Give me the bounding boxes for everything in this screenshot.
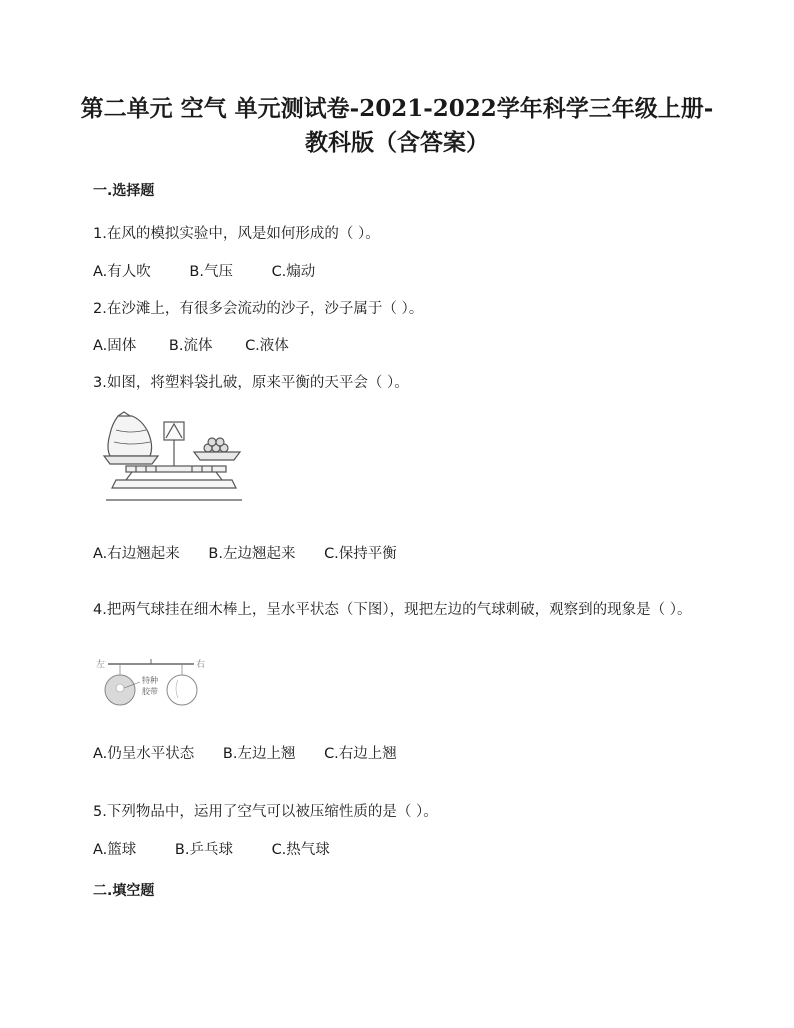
question-1-option-c: C.煽动 bbox=[271, 264, 316, 280]
question-4-option-b: B.左边上翘 bbox=[222, 746, 296, 762]
section-heading-fill: 二.填空题 bbox=[93, 883, 155, 899]
question-5-options bbox=[93, 838, 364, 859]
question-2-options bbox=[93, 334, 317, 355]
title-line-1: 第二单元 空气 单元测试卷-2021-2022学年科学三年级上册- bbox=[80, 95, 714, 122]
title-line-2: 教科版（含答案） bbox=[305, 129, 489, 156]
question-3-option-b: B.左边翘起来 bbox=[208, 546, 296, 562]
question-3-stem: 3.如图，将塑料袋扎破，原来平衡的天平会（ ）。 bbox=[93, 375, 409, 391]
question-2-stem: 2.在沙滩上，有很多会流动的沙子，沙子属于（ ）。 bbox=[93, 301, 424, 317]
question-4-stem: 4.把两气球挂在细木棒上，呈水平状态（下图），现把左边的气球刺破，观察到的现象是（ ）。 bbox=[93, 602, 692, 618]
balloon-stick-figure bbox=[96, 656, 216, 712]
question-5-option-b: B.乒乓球 bbox=[174, 842, 233, 858]
question-3-option-a: A.右边翘起来 bbox=[93, 546, 180, 562]
question-3-option-c: C.保持平衡 bbox=[324, 546, 397, 562]
label-right: 右 bbox=[196, 660, 206, 670]
question-4-options bbox=[93, 742, 431, 763]
question-2-option-b: B.流体 bbox=[168, 338, 213, 354]
label-left: 左 bbox=[96, 660, 106, 670]
question-5-option-c: C.热气球 bbox=[271, 842, 330, 858]
question-1-option-b: B.气压 bbox=[189, 264, 233, 280]
question-2-option-c: C.液体 bbox=[245, 338, 289, 354]
question-1-stem: 1.在风的模拟实验中，风是如何形成的（ ）。 bbox=[93, 226, 380, 242]
balance-scale-figure bbox=[96, 408, 246, 504]
question-5-option-a: A.篮球 bbox=[93, 842, 137, 858]
question-2-option-a: A.固体 bbox=[93, 338, 137, 354]
section-heading-choice: 一.选择题 bbox=[93, 183, 155, 199]
question-3-options bbox=[93, 542, 431, 563]
document-title bbox=[60, 92, 734, 160]
tape-label-line-2: 胶带 bbox=[142, 687, 158, 696]
question-5-stem: 5.下列物品中，运用了空气可以被压缩性质的是（ ）。 bbox=[93, 804, 438, 820]
question-4-option-c: C.右边上翘 bbox=[324, 746, 397, 762]
question-4-option-a: A.仍呈水平状态 bbox=[93, 746, 195, 762]
question-1-option-a: A.有人吹 bbox=[93, 264, 151, 280]
question-1-options bbox=[93, 260, 349, 281]
tape-label-line-1: 特种 bbox=[142, 676, 158, 685]
